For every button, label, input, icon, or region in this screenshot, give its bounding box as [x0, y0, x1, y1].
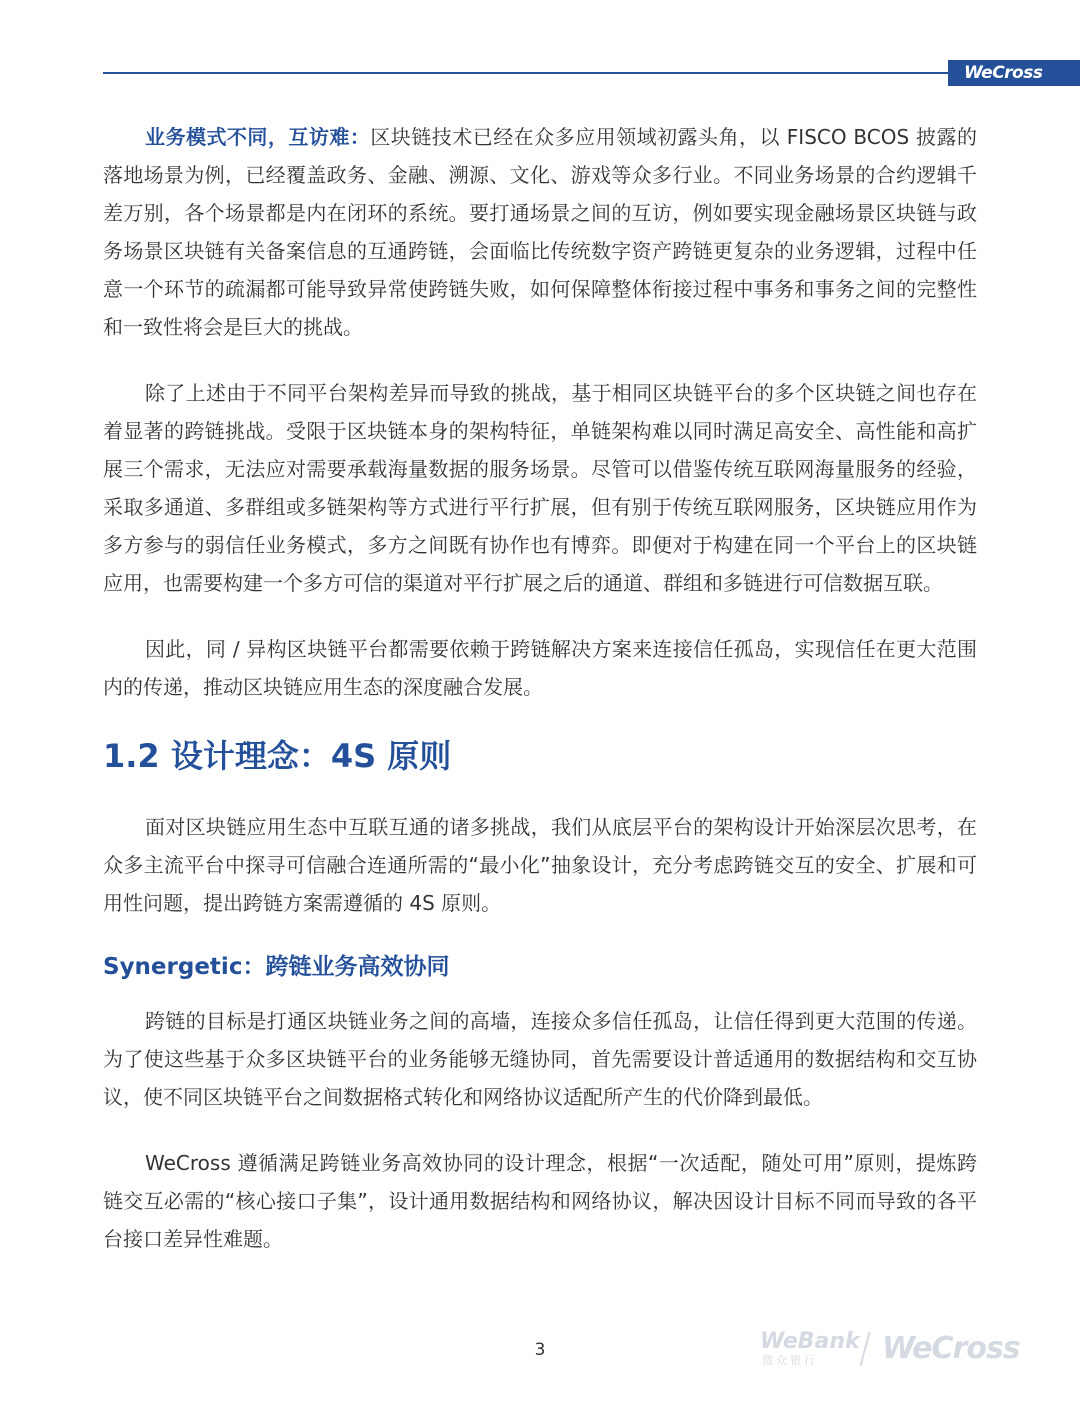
paragraph-wecross-design: WeCross 遵循满足跨链业务高效协同的设计理念，根据“一次适配，随处可用”原则，提炼跨链交互必需的“核心接口子集”，设计通用数据结构和网络协议，解决因设计目标不同而导致的各平台接口差异性难题。 [103, 1151, 977, 1251]
paragraph-text: 区块链技术已经在众多应用领域初露头角，以 FISCO BCOS 披露的落地场景为例，已经覆盖政务、金融、溯源、文化、游戏等众多行业。不同业务场景的合约逻辑千差万别，各个场景都是内在闭环的系统。要打通场景之间的互访，例如要实现金融场景区块链与政务场景区块链有关备案信息的互通跨链，会面临比传统数字资产跨链更复杂的业务逻辑，过程中任意一个环节的疏漏都可能导致异常使跨链失败，如何保障整体衔接过程中事务和事务之间的完整性和一致性将会是巨大的挑战。 [103, 125, 978, 339]
paragraph-4s-intro: 面对区块链应用生态中互联互通的诸多挑战，我们从底层平台的架构设计开始深层次思考，在众多主流平台中探寻可信融合连通所需的“最小化”抽象设计，充分考虑跨链交互的安全、扩展和可用性问题，提出跨链方案需遵循的 4S 原则。 [103, 815, 977, 915]
header-rule [103, 72, 948, 74]
paragraph-business-model [103, 118, 977, 346]
page-content [103, 118, 977, 1286]
paragraph-synergetic-goal: 跨链的目标是打通区块链业务之间的高墙，连接众多信任孤岛，让信任得到更大范围的传递。为了使这些基于众多区块链平台的业务能够无缝协同，首先需要设计普适通用的数据结构和交互协议，使不同区块链平台之间数据格式转化和网络协议适配所产生的代价降到最低。 [103, 1009, 977, 1109]
footer-logos [760, 1328, 1050, 1372]
section-title: 1.2 设计理念：4S 原则 [103, 737, 452, 775]
footer-separator [859, 1332, 870, 1366]
paragraph-lead: 业务模式不同，互访难： [145, 125, 371, 149]
wecross-footer-logo: WeCross [882, 1331, 1020, 1366]
page-number: 3 [534, 1340, 546, 1360]
webank-logo: WeBank [760, 1329, 860, 1354]
subsection-title: Synergetic：跨链业务高效协同 [103, 954, 450, 980]
paragraph-conclusion: 因此，同 / 异构区块链平台都需要依赖于跨链解决方案来连接信任孤岛，实现信任在更大范围内的传递，推动区块链应用生态的深度融合发展。 [103, 637, 977, 699]
paragraph-same-platform: 除了上述由于不同平台架构差异而导致的挑战，基于相同区块链平台的多个区块链之间也存在着显著的跨链挑战。受限于区块链本身的架构特征，单链架构难以同时满足高安全、高性能和高扩展三个需求，无法应对需要承载海量数据的服务场景。尽管可以借鉴传统互联网海量服务的经验，采取多通道、多群组或多链架构等方式进行平行扩展，但有别于传统互联网服务，区块链应用作为多方参与的弱信任业务模式，多方之间既有协作也有博弈。即便对于构建在同一个平台上的区块链应用，也需要构建一个多方可信的渠道对平行扩展之后的通道、群组和多链进行可信数据互联。 [103, 381, 977, 595]
wecross-header-logo: WeCross [948, 60, 1080, 86]
webank-cn-text: 微众银行 [762, 1354, 818, 1367]
